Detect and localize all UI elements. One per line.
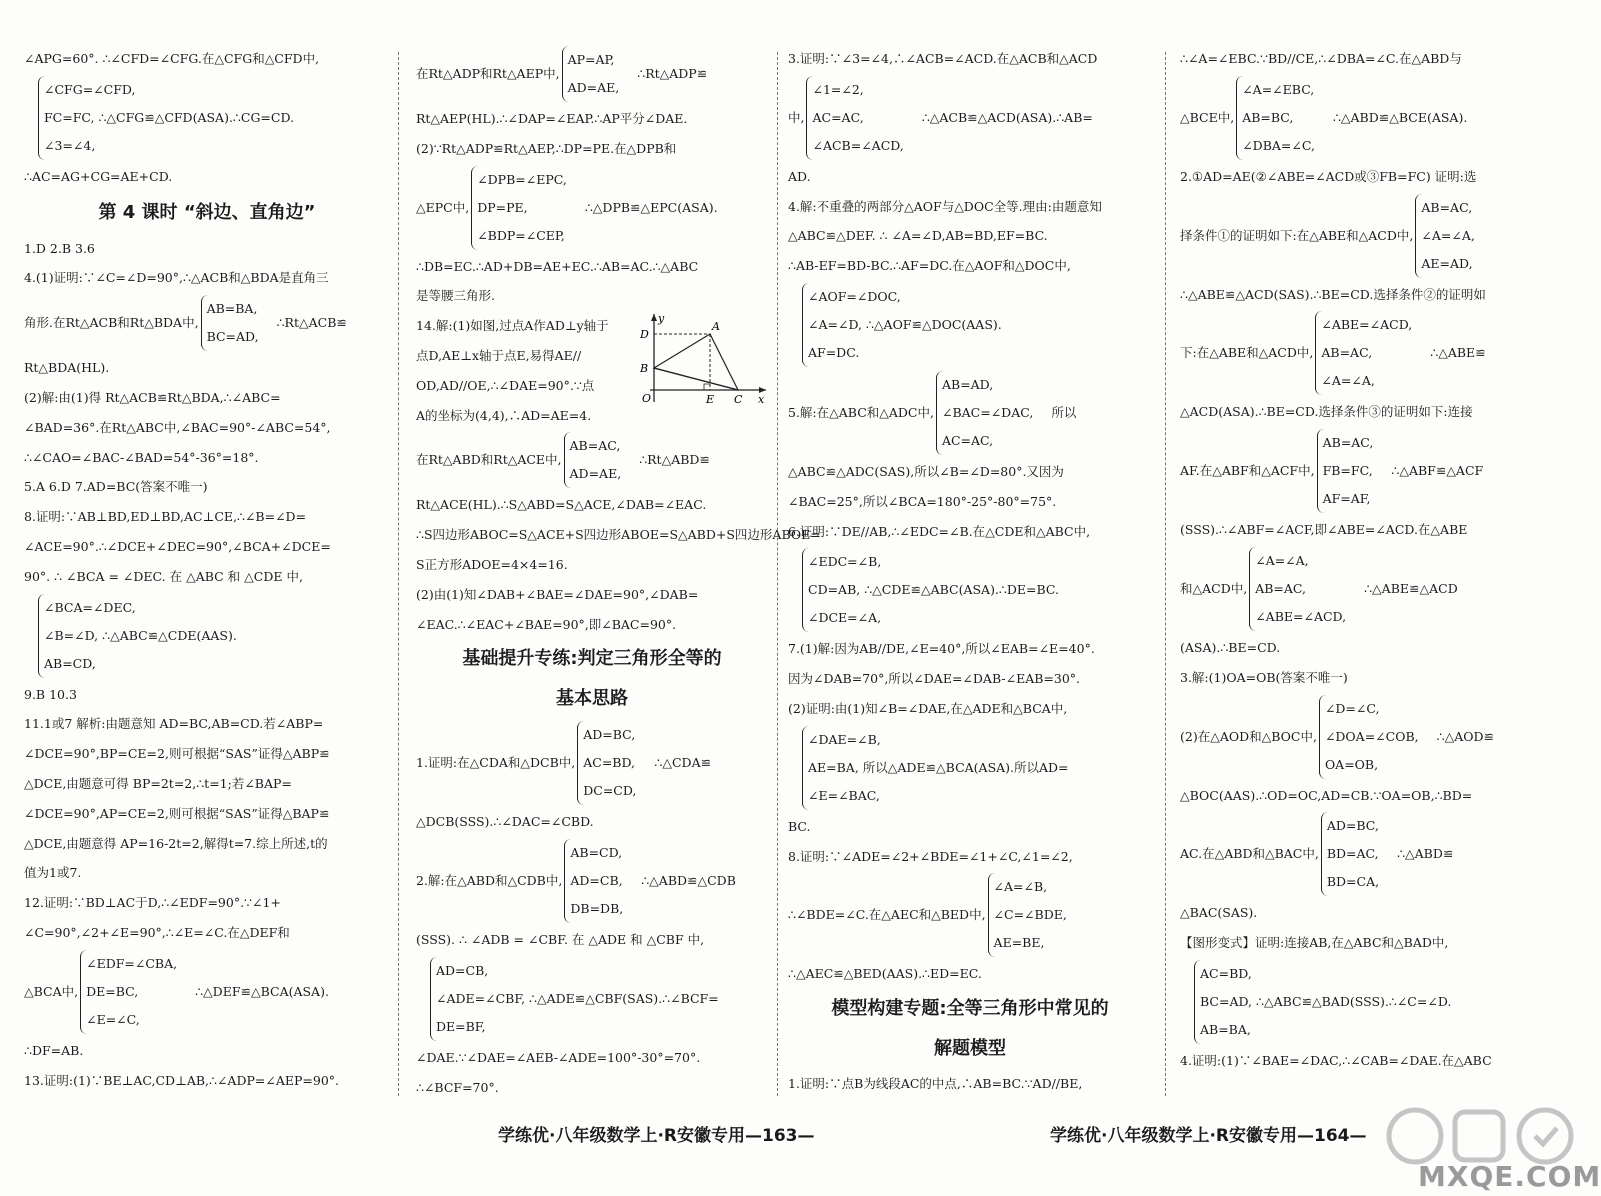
system-brace — [806, 76, 903, 160]
text-line: ∴DB=EC.∴AD+DB=AE+EC.∴AB=AC.∴△ABC — [416, 258, 699, 274]
system-tail-text: ∴△DPB≌△EPC(ASA). — [584, 199, 718, 215]
system-brace — [1194, 960, 1451, 1044]
system-line: AE=BA, 所以△ADE≌△BCA(ASA).所以AD= — [808, 759, 1069, 775]
system-brace — [1321, 812, 1379, 896]
equation-system — [416, 44, 768, 104]
system-line: DP=PE, — [477, 199, 528, 215]
system-tail-text: ∴△ABD≌△BCE(ASA). — [1332, 109, 1468, 125]
text-line: △ABC≌△ADC(SAS),所以∠B=∠D=80°.又因为 — [788, 463, 1064, 479]
system-line: AB=AD, — [941, 376, 994, 392]
system-brace — [564, 432, 622, 488]
fig-label: B — [640, 362, 649, 375]
text-line: ∠EAC.∴∠EAC+∠BAE=90°,即∠BAC=90°. — [416, 616, 677, 632]
system-line: AC=BD, — [1200, 965, 1252, 981]
equation-system — [1180, 309, 1548, 397]
system-lead-text: 择条件①的证明如下:在△ABE和△ACD中, — [1180, 227, 1414, 243]
text-line: 13.证明:(1)∵BE⊥AC,CD⊥AB,∴∠ADP=∠AEP=90°. — [24, 1072, 340, 1088]
system-line: AD=CB, — [436, 962, 489, 978]
system-line: DB=DB, — [570, 901, 624, 917]
system-lead-text: AC.在△ABD和△BAC中, — [1180, 846, 1319, 862]
system-brace — [988, 873, 1067, 957]
system-line: ∠3=∠4, — [44, 137, 96, 153]
system-line: AB=AC, — [569, 438, 621, 454]
system-tail-text: ∴Rt△ACB≌ — [276, 315, 347, 331]
system-lead-text: 角形.在Rt△ACB和Rt△BDA中, — [24, 315, 199, 331]
text-line: 4.(1)证明:∵∠C=∠D=90°,∴△ACB和△BDA是直角三 — [24, 270, 329, 286]
system-line: ∠A=∠A, — [1321, 373, 1375, 389]
text-line: ∠DCE=90°,AP=CE=2,则可根据“SAS”证得△BAP≌ — [24, 805, 330, 821]
text-line: (SSS).∴∠ABF=∠ACF,即∠ABE=∠ACD.在△ABE — [1180, 522, 1468, 538]
system-tail-text: ∴Rt△ADP≌ — [637, 66, 708, 82]
system-tail-text: ∴Rt△ABD≌ — [639, 452, 710, 468]
system-line: ∠A=∠B, — [993, 879, 1048, 895]
system-brace — [577, 721, 636, 805]
coordinate-figure — [626, 312, 768, 404]
system-brace — [936, 371, 1033, 455]
column-3 — [788, 44, 1152, 1094]
system-brace — [1249, 547, 1346, 631]
text-line: 8.证明:∵∠ADE=∠2+∠BDE=∠1+∠C,∠1=∠2, — [788, 848, 1073, 864]
text-line: ∠C=90°,∠2+∠E=90°,∴∠E=∠C.在△DEF和 — [24, 924, 290, 940]
text-line: △BAC(SAS). — [1180, 905, 1258, 921]
text-line: 4.证明:(1)∵∠BAE=∠DAC,∴∠CAB=∠DAE.在△ABC — [1180, 1052, 1492, 1068]
text-line: (ASA).∴BE=CD. — [1180, 639, 1281, 655]
system-line: ∠BAC=∠DAC, — [941, 404, 1034, 420]
system-line: AD=BC, — [1326, 818, 1379, 834]
system-brace — [80, 950, 177, 1034]
text-line: 4.解:不重叠的两部分△AOF与△DOC全等.理由:由题意知 — [788, 198, 1102, 214]
system-tail-text: ∴△CDA≌ — [654, 755, 712, 771]
text-line: (2)解:由(1)得 Rt△ACB≌Rt△BDA,∴∠ABC= — [24, 389, 281, 405]
equation-system — [416, 955, 768, 1043]
equation-system — [1180, 810, 1548, 898]
line-bc — [654, 368, 738, 390]
text-line: 9.B 10.3 — [24, 686, 77, 702]
text-line: ∴DF=AB. — [24, 1042, 84, 1058]
system-lead-text: 下:在△ABE和△ACD中, — [1180, 345, 1314, 361]
text-line: ∠BAC=25°,所以∠BCA=180°-25°-80°=75°. — [788, 493, 1057, 509]
system-line: ∠EDC=∠B, — [808, 554, 882, 570]
text-line: ∠DCE=90°,BP=CE=2,则可根据“SAS”证得△ABP≌ — [24, 746, 330, 762]
system-brace — [1317, 429, 1374, 513]
equation-system — [24, 948, 390, 1036]
fig-label: D — [640, 328, 649, 341]
system-lead-text: 在Rt△ADP和Rt△AEP中, — [416, 66, 560, 82]
system-lead-text: (2)在△AOD和△BOC中, — [1180, 728, 1317, 744]
system-line: AD=AE, — [567, 80, 620, 95]
system-line: AB=AC, — [1321, 345, 1373, 361]
system-line: ∠A=∠D, ∴△AOF≌△DOC(AAS). — [808, 316, 1002, 332]
system-line: ∠EDF=∠CBA, — [86, 955, 178, 971]
system-line: ∠A=∠A, — [1255, 552, 1309, 568]
text-line: 【图形变式】证明:连接AB,在△ABC和△BAD中, — [1180, 935, 1449, 951]
text-line: ∴∠A=∠EBC.∵BD//CE,∴∠DBA=∠C.在△ABD与 — [1180, 51, 1462, 66]
system-line: ∠B=∠D, ∴△ABC≌△CDE(AAS). — [44, 627, 237, 643]
system-line: ∠DPB=∠EPC, — [477, 171, 567, 187]
text-line: ∴∠CAO=∠BAC-∠BAD=54°-36°=18°. — [24, 449, 259, 465]
system-line: AP=AP, — [567, 52, 615, 67]
system-line: ∠DAE=∠B, — [808, 731, 881, 747]
text-line: ∠BAD=36°.在Rt△ABC中,∠BAC=90°-∠ABC=54°, — [24, 419, 331, 435]
system-line: AD=CB, — [570, 873, 623, 889]
text-line: BC. — [788, 818, 811, 834]
text-line: ∴△AEC≌△BED(AAS).∴ED=EC. — [788, 966, 982, 982]
column-2 — [416, 44, 821, 1095]
system-brace — [1319, 695, 1419, 779]
system-tail-text: 所以 — [1051, 405, 1077, 421]
right-angle-mark — [704, 384, 710, 390]
system-tail-text: ∴△ACB≌△ACD(ASA).∴AB= — [921, 109, 1093, 125]
system-line: ∠E=∠C, — [86, 1011, 140, 1027]
system-line: BD=CA, — [1326, 874, 1380, 890]
system-line: DE=BF, — [436, 1018, 486, 1034]
text-line: A的坐标为(4,4),∴AD=AE=4. — [416, 407, 592, 423]
text-line: OD,AD//OE,∴∠DAE=90°.∵点 — [416, 377, 595, 393]
system-line: BC=AD, ∴△ABC≌△BAD(SSS).∴∠C=∠D. — [1200, 993, 1452, 1009]
fig-label: x — [758, 393, 765, 406]
equation-system — [788, 281, 1152, 369]
equation-system — [24, 592, 390, 680]
system-tail-text: ∴△ABD≌ — [1397, 846, 1454, 862]
equation-system — [788, 369, 1152, 457]
text-line: (2)由(1)知∠DAB+∠BAE=∠DAE=90°,∠DAB= — [416, 586, 699, 602]
system-brace — [802, 726, 1069, 810]
system-lead-text: AF.在△ABF和△ACF中, — [1180, 463, 1315, 479]
text-line: Rt△ACE(HL).∴S△ABD=S△ACE,∠DAB=∠EAC. — [416, 497, 707, 513]
text-line: 7.(1)解:因为AB//DE,∠E=40°,所以∠EAB=∠E=40°. — [788, 641, 1095, 657]
system-lead-text: △BCA中, — [24, 983, 79, 999]
text-line: 2.①AD=AE(②∠ABE=∠ACD或③FB=FC) 证明:选 — [1180, 168, 1477, 184]
text-line: (2)∵Rt△ADP≌Rt△AEP,∴DP=PE.在△DPB和 — [416, 140, 677, 156]
equation-system — [416, 837, 768, 925]
equation-system — [24, 293, 390, 353]
system-brace — [564, 839, 623, 923]
system-brace — [201, 295, 259, 351]
system-tail-text: ∴△ABE≌ — [1430, 345, 1486, 361]
text-line: Rt△BDA(HL). — [24, 360, 110, 376]
fig-label: y — [658, 312, 665, 325]
system-brace — [471, 166, 567, 250]
column-4 — [1180, 44, 1548, 1094]
equation-system — [788, 724, 1152, 812]
system-lead-text: 中, — [788, 109, 805, 125]
system-tail-text: ∴△ABF≌△ACF — [1391, 463, 1484, 479]
system-brace — [802, 283, 1002, 367]
system-line: AB=AC, — [1421, 199, 1473, 215]
system-line: ∠CFG=∠CFD, — [44, 81, 136, 97]
system-line: AF=DC. — [808, 344, 860, 360]
text-line: △DCB(SSS).∴∠DAC=∠CBD. — [416, 814, 594, 830]
system-brace — [1315, 311, 1412, 395]
system-lead-text: △BCE中, — [1180, 109, 1235, 125]
text-line: 1.证明:∵点B为线段AC的中点,∴AB=BC.∵AD//BE, — [788, 1076, 1083, 1092]
text-line: 14.解:(1)如图,过点A作AD⊥y轴于 — [416, 318, 609, 334]
fig-label: C — [734, 393, 743, 406]
text-line: 8.证明:∵AB⊥BD,ED⊥BD,AC⊥CE,∴∠B=∠D= — [24, 509, 307, 525]
text-line: △DCE,由题意得 AP=16-2t=2,解得t=7.综上所述,t的 — [24, 835, 328, 851]
system-line: AB=BA, — [206, 301, 258, 317]
text-line: 11.1或7 解析:由题意知 AD=BC,AB=CD.若∠ABP= — [24, 716, 324, 732]
column-divider — [398, 52, 399, 1096]
system-line: AF=AF, — [1322, 491, 1371, 507]
text-line: 1.D 2.B 3.6 — [24, 240, 95, 256]
system-brace — [562, 46, 620, 102]
system-line: ∠A=∠A, — [1421, 227, 1475, 243]
text-line: ∴AB-EF=BD-BC.∴AF=DC.在△AOF和△DOC中, — [788, 258, 1071, 274]
column-1 — [24, 44, 390, 1094]
system-brace — [1415, 194, 1474, 278]
text-line: ∴S四边形ABOC=S△ACE+S四边形ABOE=S△ABD+S四边形ABOE= — [416, 527, 821, 543]
equation-system — [1180, 545, 1548, 633]
system-lead-text: 5.解:在△ABC和△ADC中, — [788, 405, 934, 421]
system-line: AE=AD, — [1421, 255, 1473, 271]
system-line: OA=OB, — [1324, 756, 1379, 772]
system-lead-text: 和△ACD中, — [1180, 581, 1248, 597]
text-line: ∴AC=AG+CG=AE+CD. — [24, 168, 173, 184]
system-line: FB=FC, — [1322, 463, 1373, 479]
text-line: AD. — [788, 168, 811, 184]
section-heading: 基本思路 — [556, 688, 628, 710]
system-tail-text: ∴△ABE≌△ACD — [1364, 581, 1458, 597]
system-line: ∠BDP=∠CEP, — [477, 227, 565, 243]
system-line: FC=FC, ∴△CFG≌△CFD(ASA).∴CG=CD. — [44, 109, 295, 125]
system-line: ∠E=∠BAC, — [808, 787, 880, 803]
system-line: ∠1=∠2, — [812, 81, 864, 97]
system-line: ∠ABE=∠ACD, — [1255, 608, 1347, 624]
system-line: DC=CD, — [583, 783, 637, 799]
equation-system — [416, 719, 768, 807]
system-line: AB=BC, — [1242, 109, 1294, 125]
column-divider — [777, 52, 778, 1096]
system-line: ∠C=∠BDE, — [993, 907, 1067, 923]
system-line: AB=CD, — [570, 845, 623, 861]
system-brace — [430, 957, 719, 1041]
text-line: △DCE,由题意可得 BP=2t=2,∴t=1;若∠BAP= — [24, 775, 292, 791]
system-line: ∠ADE=∠CBF, ∴△ADE≌△CBF(SAS).∴∠BCF= — [436, 990, 719, 1006]
system-line: AB=AC, — [1322, 435, 1374, 451]
fig-label: E — [706, 393, 715, 406]
system-line: ∠D=∠C, — [1324, 700, 1380, 716]
text-line: △ACD(ASA).∴BE=CD.选择条件③的证明如下:连接 — [1180, 404, 1473, 420]
system-line: AB=AC, — [1255, 580, 1307, 596]
text-line: 12.证明:∵BD⊥AC于D,∴∠EDF=90°.∵∠1+ — [24, 895, 281, 911]
text-line: 是等腰三角形. — [416, 288, 495, 304]
system-lead-text: 2.解:在△ABD和△CDB中, — [416, 873, 563, 889]
y-axis-arrow — [651, 314, 657, 321]
text-line: △BOC(AAS).∴OD=OC,AD=CB.∵OA=OB,∴BD= — [1180, 787, 1473, 803]
text-line: ∴∠BCF=70°. — [416, 1079, 499, 1095]
system-brace — [802, 548, 1059, 632]
page-footer-left: 学练优·八年级数学上·R安徽专用—163— — [498, 1126, 815, 1146]
system-line: AC=AC, — [941, 432, 994, 448]
fig-label: A — [712, 320, 720, 333]
equation-system — [1180, 958, 1548, 1046]
equation-system — [1180, 693, 1548, 781]
system-line: AB=CD, — [44, 655, 96, 671]
system-lead-text: △EPC中, — [416, 199, 470, 215]
system-line: AB=BA, — [1200, 1021, 1251, 1037]
equation-system — [416, 430, 768, 490]
text-line: 5.A 6.D 7.AD=BC(答案不唯一) — [24, 479, 208, 495]
system-line: CD=AB, ∴△CDE≌△ABC(ASA).∴DE=BC. — [808, 582, 1060, 598]
system-line: ∠ABE=∠ACD, — [1321, 317, 1413, 333]
system-line: DE=BC, — [86, 983, 139, 999]
system-tail-text: ∴△ABD≌△CDB — [641, 873, 736, 889]
section-heading: 解题模型 — [934, 1038, 1006, 1060]
equation-system — [788, 546, 1152, 634]
text-line: 3.证明:∵∠3=∠4,∴∠ACB=∠ACD.在△ACB和△ACD — [788, 51, 1098, 66]
system-line: AC=AC, — [812, 109, 864, 125]
equation-system — [1180, 74, 1548, 162]
system-line: ∠BCA=∠DEC, — [44, 599, 136, 615]
text-line: 90°. ∴ ∠BCA = ∠DEC. 在 △ABC 和 △CDE 中, — [24, 568, 303, 584]
system-line: ∠ACB=∠ACD, — [812, 137, 904, 153]
system-line: ∠DBA=∠C, — [1242, 137, 1315, 153]
section-heading: 模型构建专题:全等三角形中常见的 — [831, 998, 1109, 1020]
section-heading: 第 4 课时 “斜边、直角边” — [98, 201, 316, 223]
system-line: BC=AD, — [206, 329, 259, 345]
system-brace — [1236, 76, 1315, 160]
text-line: 6.证明:∵DE//AB,∴∠EDC=∠B.在△CDE和△ABC中, — [788, 523, 1091, 539]
system-line: BD=AC, — [1326, 846, 1379, 862]
system-tail-text: ∴△AOD≌ — [1436, 728, 1494, 744]
text-line: (SSS). ∴ ∠ADB = ∠CBF. 在 △ADE 和 △CBF 中, — [416, 932, 705, 948]
watermark-site: MXQE.COM — [1418, 1160, 1601, 1193]
text-line: 因为∠DAB=70°,所以∠DAE=∠DAB-∠EAB=30°. — [788, 671, 1081, 687]
text-line: S正方形ADOE=4×4=16. — [416, 556, 568, 572]
page-footer-right: 学练优·八年级数学上·R安徽专用—164— — [1050, 1126, 1367, 1146]
equation-system — [416, 164, 768, 252]
section-heading: 基础提升专练:判定三角形全等的 — [462, 648, 722, 670]
system-line: AD=AE, — [569, 466, 622, 482]
system-line: ∠AOF=∠DOC, — [808, 288, 901, 304]
equation-system — [788, 74, 1152, 162]
text-line: ∠APG=60°. ∴∠CFD=∠CFG.在△CFG和△CFD中, — [24, 51, 320, 66]
system-lead-text: ∴∠BDE=∠C.在△AEC和△BED中, — [788, 907, 986, 923]
column-divider — [1165, 52, 1166, 1096]
text-line: 点D,AE⊥x轴于点E,易得AE// — [416, 347, 582, 363]
system-lead-text: 1.证明:在△CDA和△DCB中, — [416, 755, 576, 771]
equation-system — [24, 74, 390, 162]
equation-system — [1180, 427, 1548, 515]
text-line: 值为1或7. — [24, 865, 82, 881]
text-line: ∠DAE.∵∠DAE=∠AEB-∠ADE=100°-30°=70°. — [416, 1049, 701, 1065]
text-line: (2)证明:由(1)知∠B=∠DAE,在△ADE和△BCA中, — [788, 700, 1068, 716]
text-line: ∠ACE=90°.∴∠DCE+∠DEC=90°,∠BCA+∠DCE= — [24, 538, 331, 554]
triangle-abc — [654, 334, 738, 390]
system-line: AC=BD, — [583, 755, 636, 771]
text-line: ∴△ABE≌△ACD(SAS).∴BE=CD.选择条件②的证明如 — [1180, 286, 1486, 302]
text-line: 3.解:(1)OA=OB(答案不唯一) — [1180, 669, 1348, 685]
text-line: △ABC≌△DEF. ∴ ∠A=∠D,AB=BD,EF=BC. — [788, 228, 1048, 244]
system-brace — [38, 594, 237, 678]
equation-system — [1180, 192, 1548, 280]
system-lead-text: 在Rt△ABD和Rt△ACE中, — [416, 452, 562, 468]
system-line: ∠DCE=∠A, — [808, 610, 882, 626]
system-line: AE=BE, — [993, 935, 1045, 951]
system-line: ∠A=∠EBC, — [1242, 81, 1315, 97]
equation-system — [788, 871, 1152, 959]
system-tail-text: ∴△DEF≌△BCA(ASA). — [195, 983, 329, 999]
text-line: Rt△AEP(HL).∴∠DAP=∠EAP.∴AP平分∠DAE. — [416, 111, 688, 126]
fig-label: O — [642, 392, 652, 405]
system-brace — [38, 76, 294, 160]
system-line: ∠DOA=∠COB, — [1324, 728, 1419, 744]
system-line: AD=BC, — [583, 727, 636, 743]
